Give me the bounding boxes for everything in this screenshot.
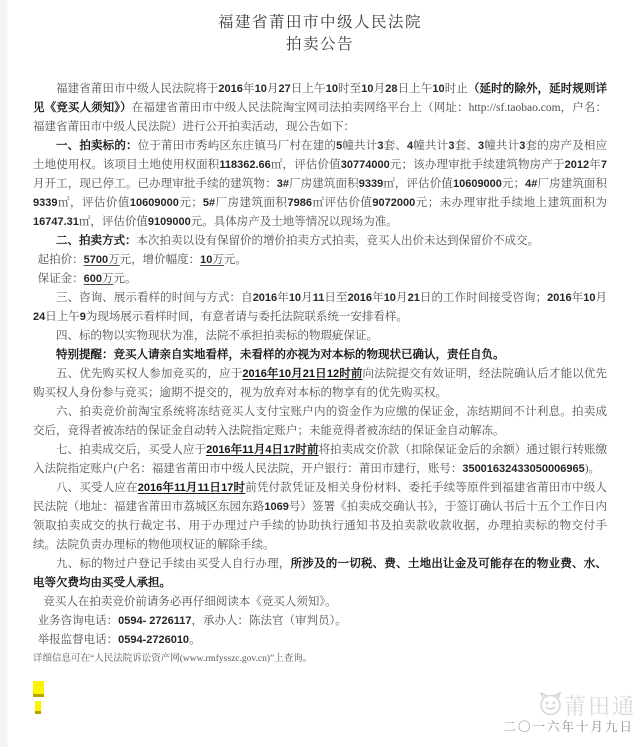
yellow-highlight-mark-2 [35, 701, 41, 714]
paragraph-section-7-payment [33, 441, 607, 479]
paragraph-section-8-confirmation [33, 479, 607, 555]
text-run: 将拍卖成交价款（扣除保证金后的余额）通过银行转账缴入法院指定账户(户名：福建省莆田市中级人民法院，开户银行：莆田市建行，账号：35001632433050006965)。 [33, 444, 608, 475]
paragraph-section-4-asis [33, 327, 607, 346]
paragraph-section-9-transfer [33, 555, 607, 593]
emphasis-text: 5700万 [83, 254, 120, 266]
emphasis-text: 一、拍卖标的： [56, 140, 138, 152]
text-run: 详细信息可在“人民法院诉讼资产网(www.rmfysszc.gov.cn)”上查询。 [33, 654, 313, 664]
text-run: 福建省莆田市中级人民法院将于2016年10月27日上午10时至10月28日上午10时止 [56, 83, 468, 95]
text-run: 竞买人在拍卖竞价前请务必再仔细阅读本《竞买人须知》。 [43, 596, 337, 608]
paragraph-section-3-viewing [33, 289, 607, 327]
text-run: 位于莆田市秀屿区东庄镇马厂村在建的5幢共计3套、4幢共计3套、3幢共计3套的房产及相应土地使用权。该项目土地使用权面积118362.66㎡，评估价值30774000元；该办理审批手续建筑物房产于2012年7月开工，现已停工。已办理审批手续的建筑物：3#厂房建筑面积9339㎡，评估价值10609000元；4#厂房建筑面积9339㎡，评估价值10609000元；5#厂房建筑面积7986㎡评估价值9072000元；未办理审批手续地上建筑面积为16747.31㎡，评估价值9109000元。具体房产及土地等情况以现场为准。 [33, 140, 608, 228]
emphasis-text: 2016年10月21日12时前 [242, 368, 363, 380]
text-run: 三、咨询、展示看样的时间与方式：自2016年10月11日至2016年10月21日的工作时间接受咨询；2016年10月24日上午9为现场展示看样时间，有意者请与委托法院联系统一安排看样。 [33, 292, 608, 323]
text-run: 八、买受人应在 [56, 482, 138, 494]
emphasis-text: 10万 [200, 254, 224, 266]
paragraph-special-notice [33, 346, 607, 365]
paragraph-starting-price [33, 251, 607, 270]
text-run: 元。 [223, 254, 247, 266]
paragraph-phone-business [33, 612, 607, 631]
text-run: 元。 [113, 273, 137, 285]
text-run: 元，增价幅度： [119, 254, 201, 266]
emphasis-text: 2016年11月11日17时 [137, 482, 246, 494]
yellow-highlight-mark-1 [33, 681, 44, 697]
text-run: 五、优先购买权人参加竞买的，应于 [56, 368, 243, 380]
paragraph-info-source [33, 650, 607, 669]
text-run: 在福建省莆田市中级人民法院淘宝网司法拍卖网络平台上（网址：http://sf.taobao.com，户名：福建省莆田市中级人民法院）进行公开拍卖活动，现公告如下： [33, 102, 608, 133]
court-name-title: 福建省莆田市中级人民法院 [217, 14, 422, 31]
text-run: 六、拍卖竞价前淘宝系统将冻结竞买人支付宝账户内的资金作为应缴的保证金，冻结期间不计利息。拍卖成交后，竞得者被冻结的保证金自动转入法院指定账户；未能竞得者被冻结的保证金自动解冻。 [33, 406, 607, 437]
paragraph-section-6-freeze [33, 403, 607, 441]
paragraph-read-reminder [33, 593, 607, 612]
document-body [33, 80, 607, 669]
emphasis-text: 2016年11月4日17时前 [206, 444, 319, 456]
text-run: 向法院提交有效证明，经法院确认后才能以优先购买权人身份参与竞买；逾期不提交的，视为放弃对本标的物享有的优先购买权。 [33, 368, 608, 399]
paragraph-section-5-priority [33, 365, 607, 403]
emphasis-text: 所涉及的一切税、费、土地出让金及可能存在的物业费、水、电等欠费均由买受人承担。 [33, 558, 608, 589]
paragraph-intro [33, 80, 607, 137]
emphasis-text: 600万 [83, 273, 114, 285]
watermark-block [503, 692, 636, 735]
text-run: 七、拍卖成交后，买受人应于 [56, 444, 207, 456]
paragraph-phone-report [33, 631, 607, 650]
paragraph-section-1-subject [33, 137, 607, 232]
text-run: 九、标的物过户登记手续由买受人自行办理， [56, 558, 291, 570]
announcement-date: 二〇一六年十月九日 [503, 720, 634, 734]
text-run: 业务咨询电话：0594- 2726117，承办人：陈法官（审判员）。 [37, 615, 347, 627]
emphasis-text: 二、拍卖方式： [56, 235, 137, 247]
paragraph-section-2-method [33, 232, 607, 251]
text-run: 本次拍卖以设有保留价的增价拍卖方式拍卖，竞买人出价未达到保留价不成交。 [136, 235, 539, 247]
text-run: 起拍价： [37, 254, 84, 266]
watermark-brand-text: 莆田通 [563, 694, 636, 719]
text-run: 保证金： [37, 273, 84, 285]
doc-type-title: 拍卖公告 [285, 36, 354, 53]
text-run: 四、标的物以实物现状为准，法院不承担拍卖标的物瑕疵保证。 [56, 330, 378, 342]
emphasis-text: （延时的除外，延时规则详见《竞买人须知》） [33, 83, 608, 114]
text-run: 举报监督电话：0594-2726010。 [37, 634, 201, 646]
text-run: 前凭付款凭证及相关身份材料、委托手续等原件到福建省莆田市中级人民法院（地址：福建省莆田市荔城区东园东路1069号）签署《拍卖成交确认书》，于签订确认书后十五个工作日内领取拍卖成交的执行裁定书、用于办理过户手续的协助执行通知书及拍卖款收款收据，办理拍卖标的物交付手续。法院负责办理标的物他项权证的解除手续。 [33, 482, 608, 551]
paragraph-deposit [33, 270, 607, 289]
emphasis-text: 特别提醒：竞买人请亲自实地看样，未看样的亦视为对本标的物现状已确认，责任自负。 [56, 349, 505, 361]
